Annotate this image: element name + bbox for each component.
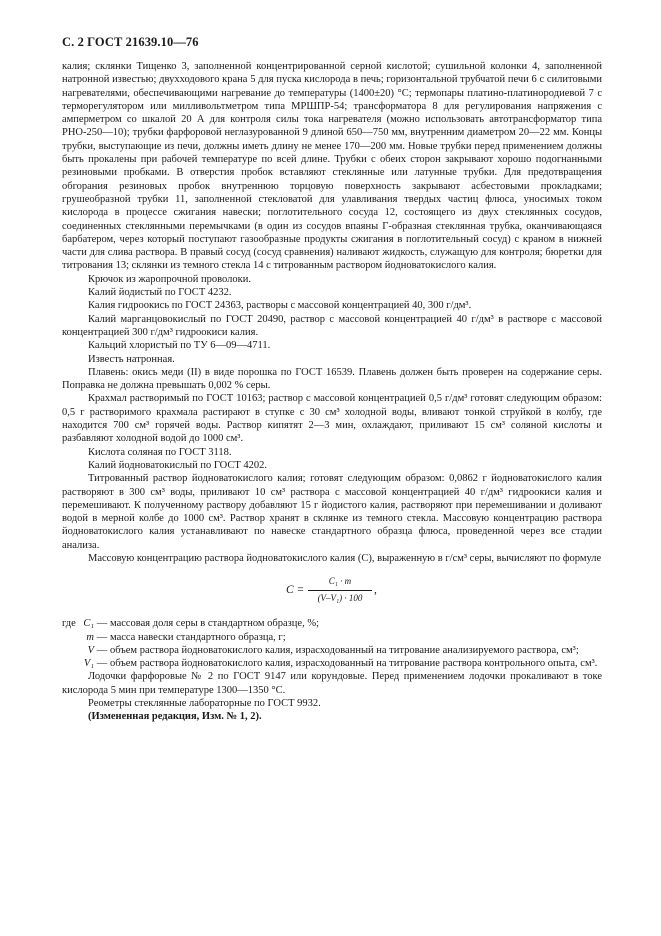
legend-intro: где — [62, 618, 76, 630]
formula — [62, 569, 602, 615]
legend-row — [62, 657, 602, 670]
legend-text: масса навески стандартного образца, г; — [110, 631, 286, 643]
paragraph-potassium-iodide: Калий йодистый по ГОСТ 4232. — [88, 287, 232, 299]
paragraph-soda-lime: Известь натронная. — [88, 353, 175, 365]
paragraph-rheometers: Реометры стеклянные лабораторные по ГОСТ 9932. — [88, 698, 321, 710]
legend-dash: — — [96, 618, 108, 630]
legend-text: объем раствора йодноватокислого калия, израсходованный на титрование анализируемого раствора, см³; — [110, 644, 579, 656]
formula-fraction — [308, 575, 372, 605]
legend-symbol: m — [86, 631, 94, 643]
legend-dash: — — [96, 644, 108, 656]
formula-numerator: C₁ · m — [308, 575, 372, 590]
legend-row — [62, 631, 602, 644]
paragraph-titrated-solution: Титрованный раствор йодноватокислого калия; готовят следующим образом: 0,0862 г йодноватокислого калия растворяют в 300 см³ воды, приливают 10 см³ раствора с массовой концентрацией 40 г/дм³ гидроокиси калия и перемешивают. К полученному раствору добавляют 15 г йодистого калия, растворяют при перемешивании и доливают водой в мерной колбе до 1000 см³. Раствор хранят в склянке из темного стекла. Массовую концентрацию раствора йодноватокислого калия устанавливают по навеске стандартного образца флюса, проведенной через все стадии анализа. — [62, 473, 602, 551]
legend-symbol: V₁ — [83, 658, 94, 670]
paragraph-hydrochloric-acid: Кислота соляная по ГОСТ 3118. — [88, 446, 232, 458]
paragraph-flux: Плавень: окись меди (II) в виде порошка по ГОСТ 16539. Плавень должен быть проверен на содержание серы. Поправка не должна превышать 0,002 % серы. — [62, 366, 602, 392]
paragraph-calcium-chloride: Кальций хлористый по ТУ 6—09—4711. — [88, 340, 271, 352]
paragraph-hook: Крючок из жаропрочной проволоки. — [88, 273, 251, 285]
paragraph-potassium-hydroxide: Калия гидроокись по ГОСТ 24363, растворы с массовой концентрацией 40, 300 г/дм³. — [88, 300, 472, 312]
paragraph-formula-intro: Массовую концентрацию раствора йодноватокислого калия (C), выраженную в г/см³ серы, вычисляют по формуле — [88, 552, 602, 564]
amendment-note: (Измененная редакция, Изм. № 1, 2). — [88, 711, 262, 723]
legend-symbol: V — [87, 644, 94, 656]
formula-legend — [62, 617, 602, 670]
legend-dash: — — [96, 631, 108, 643]
legend-text: массовая доля серы в стандартном образце, %; — [110, 618, 319, 630]
page-header: С. 2 ГОСТ 21639.10—76 — [62, 35, 199, 49]
document-body — [62, 60, 602, 724]
formula-lhs: C = — [286, 584, 305, 597]
paragraph-apparatus: калия; склянки Тищенко 3, заполненной концентрированной серной кислотой; сушильной колонки 4, заполненной натронной известью; двухходового крана 5 для пуска кислорода в печь; горизонтальной трубчатой печи 6 с силитовыми нагревателями, обеспечивающими нагревание до температуры (1400±20) °С; термопары платино-платинородиевой 7 с терморегулятором или милливольтметром типа МРШПР-54; трансформатора 8 для регулирования напряжения с амперметром со шкалой 20 А для контроля силы тока нагревателя (можно использовать автотрансформатор типа РНО-250—10); трубки фарфоровой неглазурованной 9 длиной 650—750 мм, внутренним диаметром 20—22 мм. Концы трубки, выступающие из печи, должны иметь длину не менее 170—200 мм. Новые трубки перед применением должны быть прокалены при рабочей температуре по всей длине. Трубки с обеих сторон закрывают хорошо подогнанными резиновыми пробками. В отверстия пробок вставляют стеклянные или латунные трубки. Для предотвращения обгорания резиновых пробок внутреннюю торцовую поверхность закрывают асбестовыми прокладками; грушеобразной трубки 11, заполненной стекловатой для улавливания твердых частиц флюса, уносимых током кислорода в процессе сжигания навески; поглотительного сосуда 12, состоящего из двух стеклянных сосудов, соединенных стеклянными перемычками (в один из сосудов впаяны Г-образная стеклянная трубка, оканчивающаяся барбатером, через который поступают газообразные продукты сжигания в поглотительный сосуд) с краном в нижней части для слива раствора. В правый сосуд (сосуд сравнения) наливают жидкость, служащую для контроля; бюретки для титрования 13; склянки из темного стекла 14 с титрованным раствором йодноватокислого калия. — [62, 61, 602, 272]
paragraph-iodate: Калий йодноватокислый по ГОСТ 4202. — [88, 459, 268, 471]
legend-text: объем раствора йодноватокислого калия, израсходованный на титрование раствора контрольного опыта, см³. — [110, 658, 598, 670]
formula-comma: , — [374, 584, 377, 597]
legend-symbol: C₁ — [83, 618, 94, 630]
paragraph-starch: Крахмал растворимый по ГОСТ 10163; раствор с массовой концентрацией 0,5 г/дм³ готовят следующим образом: 0,5 г растворимого крахмала растирают в ступке с 30 см³ холодной воды, вливают тонкой струйкой в колбу, где находится 700 см³ горячей воды. Раствор кипятят 2—3 мин, охлаждают, приливают 15 см³ соляной кислоты и разбавляют холодной водой до 1000 см³. — [62, 393, 602, 445]
paragraph-boats: Лодочки фарфоровые № 2 по ГОСТ 9147 или корундовые. Перед применением лодочки прокаливают в токе кислорода 5 мин при температуре 1300—1350 °С. — [62, 671, 602, 696]
legend-row — [62, 644, 602, 657]
legend-row — [62, 617, 602, 630]
legend-dash: — — [96, 658, 108, 670]
formula-denominator: (V–V₁) · 100 — [317, 592, 363, 603]
paragraph-permanganate: Калий марганцовокислый по ГОСТ 20490, раствор с массовой концентрацией 40 г/дм³ в растворе с массовой концентрацией 300 г/дм³ гидроокиси калия. — [62, 313, 602, 338]
